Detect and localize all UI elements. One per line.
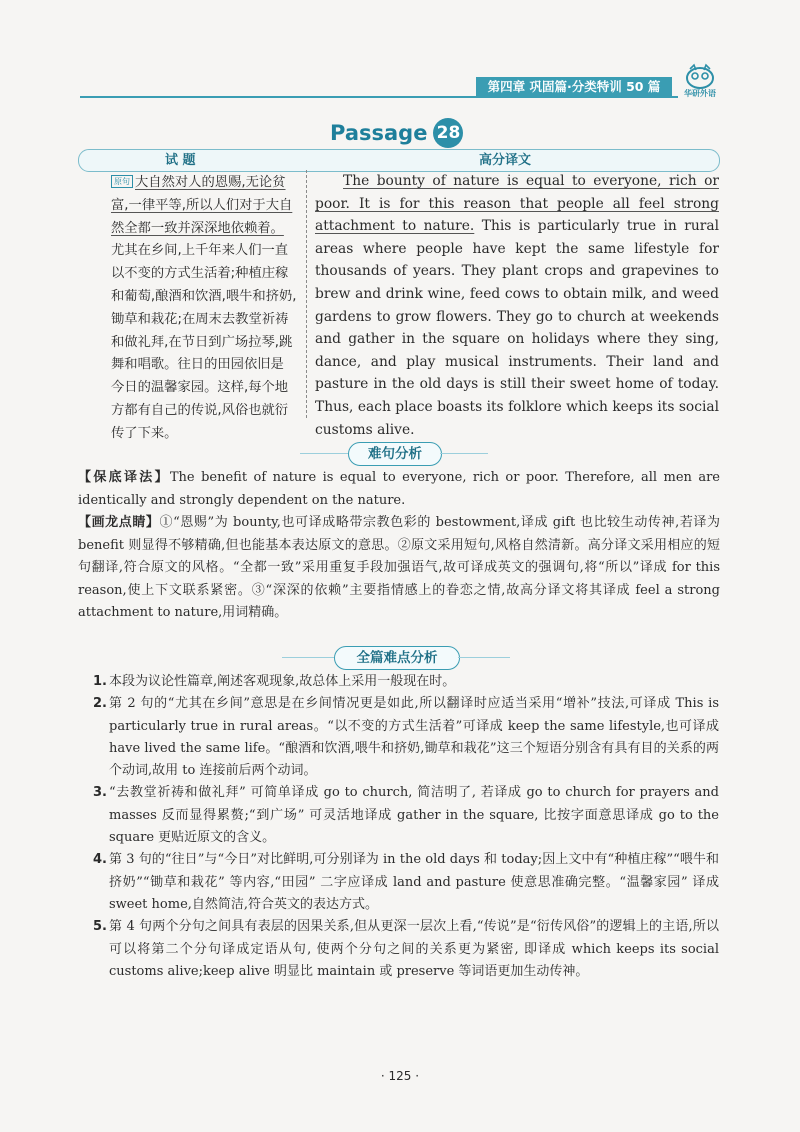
column-header-bar (78, 149, 720, 172)
page-number: · 125 · (380, 1069, 420, 1083)
list-item (93, 693, 719, 782)
translation-underlined: The bounty of nature is equal to everyone, rich or poor. It is for this reason that people all feel strong attachment to nature. (315, 173, 719, 235)
right-column-header: 高分译文 (479, 153, 532, 168)
section-rule-right (440, 453, 488, 454)
baodi-label: 【保底译法】 (78, 470, 170, 485)
list-item (93, 916, 719, 983)
baodi-text: The benefit of nature is equal to everyone, rich or poor. Therefore, all men are identically and strongly dependent on the nature. (78, 470, 720, 508)
translation-rest: This is particularly true in rural areas where people have kept the same lifestyle for thousands of years. They plant crops and grapevines to brew and drink wine, feed cows to obtain milk, and weed gardens to grow flowers. They go to church at weekends and gather in the square on holidays where they sing, dance, and play musical instruments. Their land and pasture in the old days is still their sweet home of today. Thus, each place boasts its folklore which keeps its social customs alive. (315, 218, 719, 438)
item-text: 第 4 句两个分句之间具有表层的因果关系,但从更深一层次上看,“传说”是“衍传风俗”的逻辑上的主语,所以可以将第二个分句译成定语从句, 使两个分句之间的关系更为紧密, 即译成 which keeps its social customs alive;keep alive 明显比 maintain 或 preserve 等词语更加生动传神。 (109, 919, 719, 979)
owl-logo-icon (678, 62, 722, 90)
logo-text: 华研外语 (684, 89, 716, 98)
section-difficult-title: 难句分析 (348, 442, 442, 466)
item-text: 第 2 句的“尤其在乡间”意思是在乡间情况更是如此,所以翻译时应适当采用“增补”技法,可译成 This is particularly true in rural areas。“以不变的方式生活着”可译成 keep the same lifestyle,也可译成 have lived the same life。“酿酒和饮酒,喂牛和挤奶,锄草和栽花”这三个短语分别含有具有目的关系的两个动词,故用 to 连接前后两个动词。 (109, 696, 719, 779)
passage-number-badge: 28 (433, 118, 463, 148)
item-number: 5. (93, 919, 107, 935)
column-divider (306, 170, 307, 418)
hualong-paragraph (78, 512, 720, 625)
list-item (93, 849, 719, 916)
passage-title (330, 116, 463, 150)
left-column-header: 试 题 (165, 153, 196, 168)
passage-word: Passage (330, 121, 428, 145)
hualong-label: 【画龙点睛】 (78, 515, 160, 530)
item-number: 3. (93, 785, 107, 801)
section-rule-left (300, 453, 348, 454)
list-item (93, 671, 719, 693)
chapter-header: 第四章 巩固篇·分类特训 50 篇 (476, 77, 672, 96)
hualong-text: ①“恩赐”为 bounty,也可译成略带宗教色彩的 bestowment,译成 gift 也比较生动传神,若译为 benefit 则显得不够精确,但也能基本表达原文的意思。②原文采用短句,风格自然清新。高分译文采用相应的短句翻译,符合原文的风格。“全都一致”采用重复手段加强语气,故可译成英文的强调句,将“所以”译成 for this reason,使上下文联系紧密。③“深深的依赖”主要指情感上的眷恋之情,故高分译文将其译成 feel a strong attachment to nature,用词精确。 (78, 515, 720, 621)
item-text: 第 3 句的“往日”与“今日”对比鲜明,可分别译为 in the old days 和 today;因上文中有“种植庄稼”“喂牛和挤奶”“锄草和栽花” 等内容,“田园” 二字应译成 land and pasture 使意思准确完整。“温馨家园” 译成 sweet home,自然简洁,符合英文的表达方式。 (109, 852, 719, 912)
section-rule-left-2 (282, 657, 334, 658)
section-rule-right-2 (458, 657, 510, 658)
item-number: 2. (93, 696, 107, 712)
header-rule (80, 96, 678, 98)
item-text: “去教堂祈祷和做礼拜” 可简单译成 go to church, 简洁明了, 若译成 go to church for prayers and masses 反而显得累赘;“到广场” 可灵活地译成 gather in the square, 比按字面意思译成 go to the square 更贴近原文的含义。 (109, 785, 719, 846)
baodi-paragraph (78, 467, 720, 512)
list-item (93, 782, 719, 849)
analysis-list (93, 671, 719, 983)
publisher-logo (678, 62, 722, 102)
source-text (111, 172, 297, 446)
item-number: 4. (93, 852, 107, 868)
item-number: 1. (93, 674, 107, 689)
source-sentence-underlined: 大自然对人的恩赐,无论贫富,一律平等,所以人们对于大自然全都一致并深深地依赖着。 (111, 175, 293, 236)
source-tag: 原句 (111, 175, 133, 188)
translation-text (315, 170, 719, 441)
item-text: 本段为议论性篇章,阐述客观现象,故总体上采用一般现在时。 (109, 674, 456, 689)
section-overall-title: 全篇难点分析 (334, 646, 460, 670)
source-sentence-rest: 尤其在乡间,上千年来人们一直以不变的方式生活着;种植庄稼和葡萄,酿酒和饮酒,喂牛和挤奶,锄草和栽花;在周末去教堂祈祷和做礼拜,在节日到广场拉琴,跳舞和唱歌。往日的田园依旧是今日的温馨家园。这样,每个地方都有自己的传说,风俗也就衍传了下来。 (111, 243, 297, 441)
